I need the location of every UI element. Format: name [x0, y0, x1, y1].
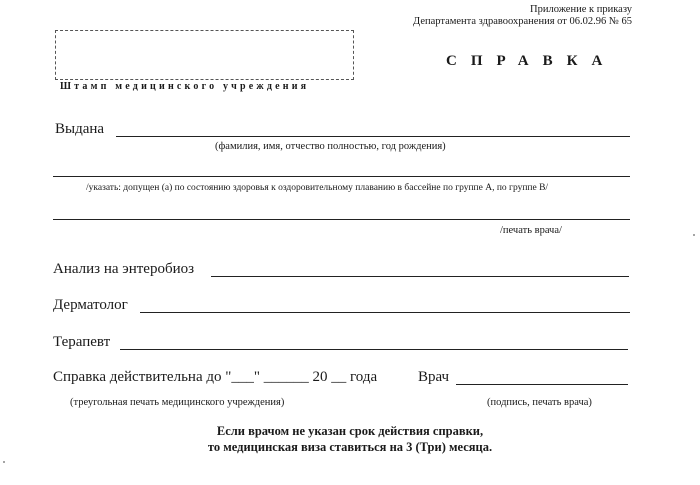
scan-speck	[3, 461, 5, 463]
therapist-line	[120, 349, 628, 350]
doctor-stamp-hint: /печать врача/	[500, 225, 562, 236]
enterobiosis-label: Анализ на энтеробиоз	[53, 261, 195, 277]
issued-to-hint: (фамилия, имя, отчество полностью, год рождения)	[215, 141, 446, 152]
issued-to-label: Выдана	[55, 121, 105, 137]
name-continuation-line	[53, 176, 630, 177]
stamp-label: Штамп медицинского учреждения	[60, 81, 310, 92]
dermatologist-line	[140, 312, 630, 313]
doctor-signature-line	[456, 384, 628, 385]
triangle-stamp-hint: (треугольная печать медицинского учреждения)	[70, 397, 285, 408]
dermatologist-label: Дерматолог	[53, 297, 128, 313]
valid-until-label: Справка действительна до "___" ______ 20 __ года	[53, 369, 378, 385]
doctor-label: Врач	[418, 369, 450, 385]
scan-speck	[693, 234, 695, 236]
notice-line-1: Если врачом не указан срок действия справки,	[216, 424, 484, 438]
document-title: СПРАВКА	[446, 53, 617, 69]
stamp-box	[55, 30, 354, 80]
therapist-label: Терапевт	[53, 334, 111, 350]
appendix-line-2: Департамента здравоохранения от 06.02.96 № 65	[413, 16, 632, 27]
admission-hint: /указать: допущен (а) по состоянию здоровья к оздоровительному плаванию в бассейне по группе А, по группе В/	[86, 183, 549, 193]
notice-line-2: то медицинская виза ставиться на 3 (Три) месяца.	[207, 440, 493, 454]
admission-line	[53, 219, 630, 220]
enterobiosis-line	[211, 276, 629, 277]
appendix-line-1: Приложение к приказу	[530, 4, 632, 15]
issued-to-line	[116, 136, 630, 137]
signature-hint: (подпись, печать врача)	[487, 397, 592, 408]
